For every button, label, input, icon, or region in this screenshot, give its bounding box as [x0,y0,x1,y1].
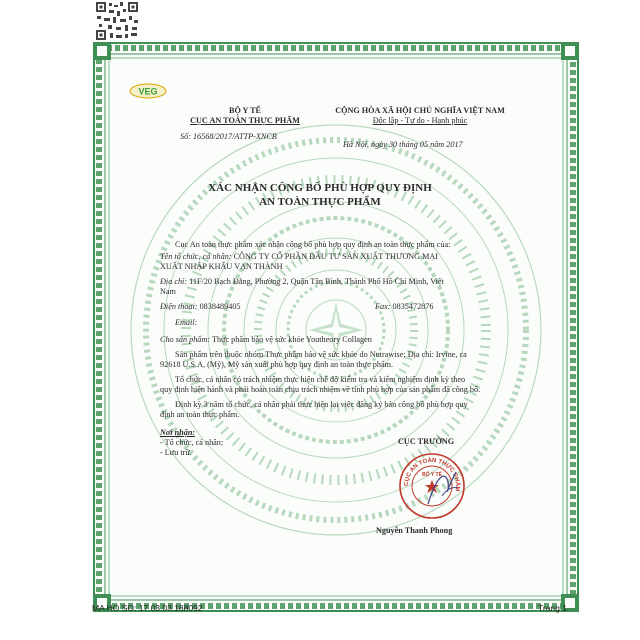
product-label: Cho sản phẩm: [160,335,211,344]
document-title-line1: XÁC NHẬN CÔNG BỐ PHÙ HỢP QUY ĐỊNH [208,182,432,194]
issue-date: Hà Nội, ngày 30 tháng 05 năm 2017 [343,140,463,149]
phone-line [160,302,241,312]
veg-logo [129,83,167,99]
department-name: CỤC AN TOÀN THỰC PHẨM [190,116,300,125]
period-line1: Định kỳ 3 năm tổ chức, cá nhân phải thực hiện lại việc đăng ký bản công bố phù hợp quy [175,400,468,409]
recipients-label: Nơi nhận: [160,428,196,437]
recipient-item: - Lưu trữ. [160,448,192,457]
recipient-item: - Tổ chức, cá nhân; [160,438,224,447]
qr-code [94,0,140,42]
address-line2: Nam [160,287,176,296]
product-line [160,335,372,345]
product-value: Thực phẩm bảo vệ sức khỏe Youtheory Collagen [210,335,372,344]
responsibility-line1: Tổ chức, cá nhân có trách nhiệm thực hiện chế độ kiểm tra và kiểm nghiệm định kỳ theo [175,375,466,384]
address-line1 [160,277,444,287]
document-title-line2: AN TOÀN THỰC PHẨM [259,196,381,208]
stamp-top-text: BỘ Y TẾ [422,472,442,478]
country-name: CỘNG HÒA XÃ HỘI CHỦ NGHĨA VIỆT NAM [335,106,505,115]
signer-title: CỤC TRƯỞNG [398,437,455,446]
organization-label: Tên tổ chức, cá nhân: [160,252,232,261]
ministry-name: BỘ Y TẾ [228,106,261,115]
intro-text: Cục An toàn thực phẩm xác nhận công bố phù hợp quy định an toàn thực phẩm của: [175,240,451,249]
fax-line [375,302,433,312]
document-number: Số: 16568/2017/ATTP-XNCB [180,132,277,141]
email-label: Email: [175,318,198,327]
phone-value: 0838489405 [197,302,241,311]
origin-line2: 92618 U.S.A, (Mỹ), Mỹ sản xuất phù hợp quy định an toàn thực phẩm. [160,360,393,369]
national-motto: Độc lập - Tự do - Hạnh phúc [372,116,468,125]
record-code: MA HO SO: 17.03.03.188092 [92,603,203,613]
organization-line1 [160,252,438,262]
phone-label: Điện thoại: [160,302,198,311]
official-stamp [398,452,466,520]
address-label: Địa chỉ: [160,277,188,286]
origin-line1: Sản phẩm trên thuộc nhóm Thực phẩm bảo vệ sức khỏe do Nutrawise; Địa chỉ: Irvine, ca [175,350,467,359]
period-line2: định an toàn thực phẩm. [160,410,240,419]
responsibility-line2: quy định hiện hành và phải hoàn toàn chịu trách nhiệm về tính phù hợp của sản phẩm đã công bố. [160,385,481,394]
ornamental-border [91,40,581,614]
veg-logo-text: VEG [138,86,158,97]
certificate [91,40,581,614]
organization-value: CÔNG TY CỔ PHẦN ĐẦU TƯ SẢN XUẤT THƯƠNG MẠI [231,252,439,261]
signer-name: Nguyễn Thanh Phong [376,526,453,535]
page-number: Trang 1 [538,603,567,613]
stamp-ring-text: CỤC AN TOÀN THỰC PHẨM [403,457,461,492]
fax-value: 0835472876 [390,302,434,311]
organization-line2: XUẤT NHẬP KHẨU VẠN THÀNH [160,262,283,271]
fax-label: Fax: [375,302,391,311]
address-value: 11F/20 Bạch Đằng, Phường 2, Quận Tân Bình, Thành Phố Hồ Chí Minh, Việt [187,277,444,286]
